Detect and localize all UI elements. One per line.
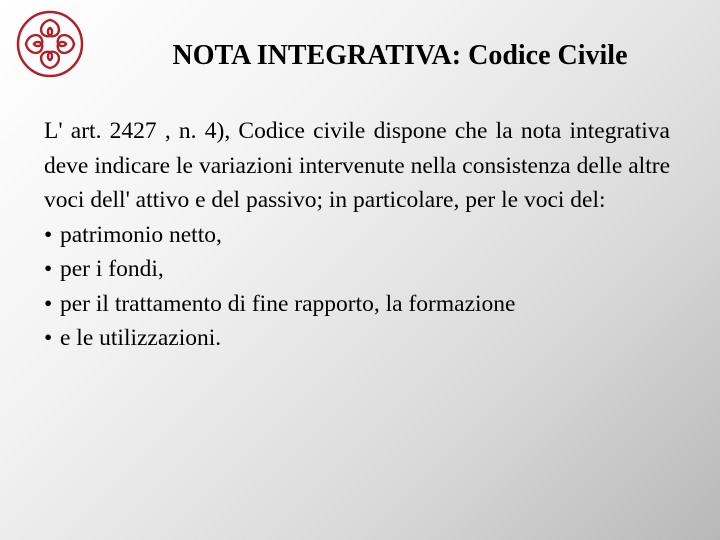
bullet-list bbox=[44, 218, 670, 356]
bullet-icon: • bbox=[44, 221, 53, 248]
bullet-icon: • bbox=[44, 256, 53, 282]
bullet-icon: • bbox=[44, 325, 53, 351]
list-item-text: patrimonio netto, bbox=[60, 221, 222, 248]
intro-paragraph: L' art. 2427 , n. 4), Codice civile dispone che la nota integrativa deve indicare le variazioni intervenute nella consistenza delle altre voci dell' attivo e del passivo; in particolare, per le voci del: bbox=[44, 118, 670, 213]
ordine-commercialisti-logo-icon bbox=[16, 10, 84, 78]
list-item bbox=[44, 321, 670, 356]
list-item-text: per il trattamento di fine rapporto, la formazione bbox=[60, 290, 516, 317]
slide-body bbox=[44, 114, 670, 356]
list-item-text: per i fondi, bbox=[60, 256, 164, 282]
list-item bbox=[44, 218, 670, 253]
list-item-text: e le utilizzazioni. bbox=[60, 325, 222, 351]
bullet-icon: • bbox=[44, 290, 53, 317]
list-item bbox=[44, 252, 670, 287]
slide-title: NOTA INTEGRATIVA: Codice Civile bbox=[172, 40, 628, 71]
list-item bbox=[44, 287, 670, 322]
